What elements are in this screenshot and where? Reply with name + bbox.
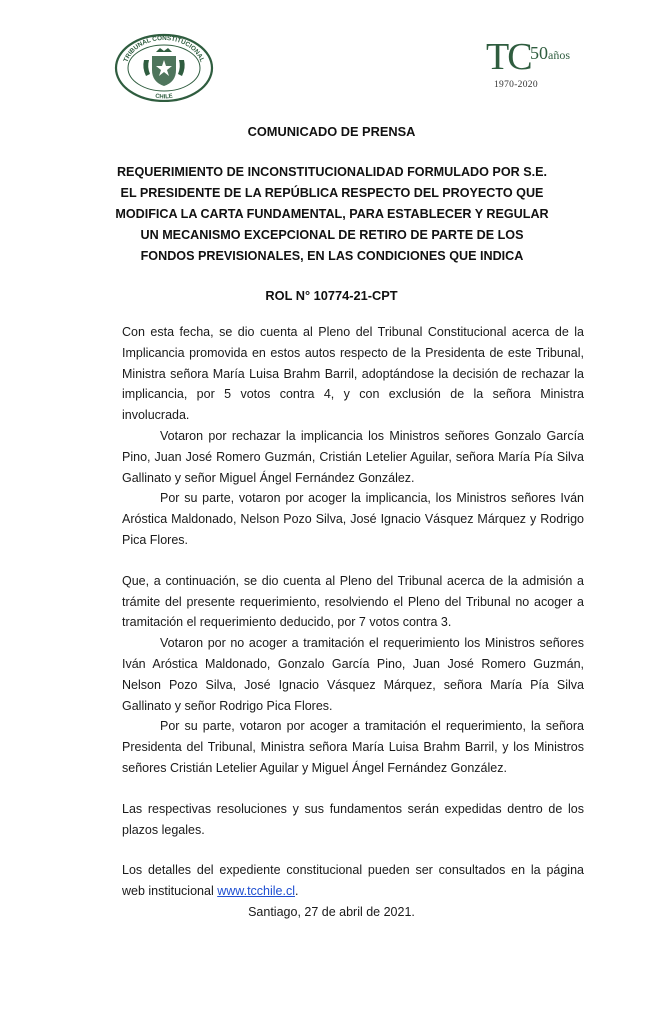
logo-years: 1970-2020 xyxy=(494,80,538,90)
paragraph-8-text: Los detalles del expediente constitucional pueden ser consultados en la página web institucional xyxy=(122,863,584,899)
website-link[interactable]: www.tcchile.cl xyxy=(217,884,295,899)
document-date: Santiago, 27 de abril de 2021. xyxy=(248,905,415,919)
paragraph-2: Votaron por rechazar la implicancia los Ministros señores Gonzalo García Pino, Juan José Romero Guzmán, Cristián Letelier Aguilar, señora María Pía Silva Gallinato y señor Miguel Ángel Fernández González. xyxy=(122,428,584,485)
logo-letters: TC xyxy=(486,36,531,78)
paragraph-7: Las respectivas resoluciones y sus fundamentos serán expedidas dentro de los plazos legales. xyxy=(122,801,584,837)
paragraph-5: Votaron por no acoger a tramitación el requerimiento los Ministros señores Iván Aróstica Maldonado, Gonzalo García Pino, Juan José Romero Guzmán, Nelson Pozo Silva, José Ignacio Vásquez Márquez, señora María Pía Silva Gallinato y señor Rodrigo Pica Flores. xyxy=(122,636,584,713)
paragraph-4: Que, a continuación, se dio cuenta al Pleno del Tribunal acerca de la admisión a trámite del presente requerimiento, resolviendo el Pleno del Tribunal no acoger a tramitación el requerimiento deducido, por 7 votos contra 3. xyxy=(122,573,584,630)
tribunal-seal-logo xyxy=(112,30,216,102)
document-kind: COMUNICADO DE PRENSA xyxy=(247,124,416,139)
logo-number: 50 xyxy=(530,43,548,63)
paragraph-8 xyxy=(122,860,584,902)
case-rol-number: ROL N° 10774-21-CPT xyxy=(265,288,398,303)
svg-text:CHILE: CHILE xyxy=(154,93,174,101)
paragraph-8-end: . xyxy=(295,884,299,899)
paragraph-3: Por su parte, votaron por acoger la implicancia, los Ministros señores Iván Aróstica Maldonado, Nelson Pozo Silva, José Ignacio Vásquez Márquez y Rodrigo Pica Flores. xyxy=(122,491,584,547)
document-body xyxy=(122,322,584,902)
logo-word: años xyxy=(548,48,570,62)
paragraph-6: Por su parte, votaron por acoger a tramitación el requerimiento, la señora Presidenta del Tribunal, Ministra señora María Luisa Brahm Barril, y los Ministros señores Cristián Letelier Aguilar y Miguel Ángel Fernández González. xyxy=(122,719,584,775)
svg-text:TRIBUNAL CONSTITUCIONAL: TRIBUNAL CONSTITUCIONAL xyxy=(122,34,206,64)
fifty-years-logo xyxy=(480,34,580,98)
paragraph-1: Con esta fecha, se dio cuenta al Pleno del Tribunal Constitucional acerca de la Implicancia promovida en estos autos respecto de la Presidenta de este Tribunal, Ministra señora María Luisa Brahm Barril, adoptándose la decisión de rechazar la implicancia, por 5 votos contra 4, y con exclusión de la señora Ministra involucrada. xyxy=(122,325,584,423)
document-title: REQUERIMIENTO DE INCONSTITUCIONALIDAD FORMULADO POR S.E. EL PRESIDENTE DE LA REPÚBLICA RESPECTO DEL PROYECTO QUE MODIFICA LA CARTA FUNDAMENTAL, PARA ESTABLECER Y REGULAR UN MECANISMO EXCEPCIONAL DE RETIRO DE PARTE DE LOS FONDOS PREVISIONALES, EN LAS CONDICIONES QUE INDICA xyxy=(115,165,549,263)
